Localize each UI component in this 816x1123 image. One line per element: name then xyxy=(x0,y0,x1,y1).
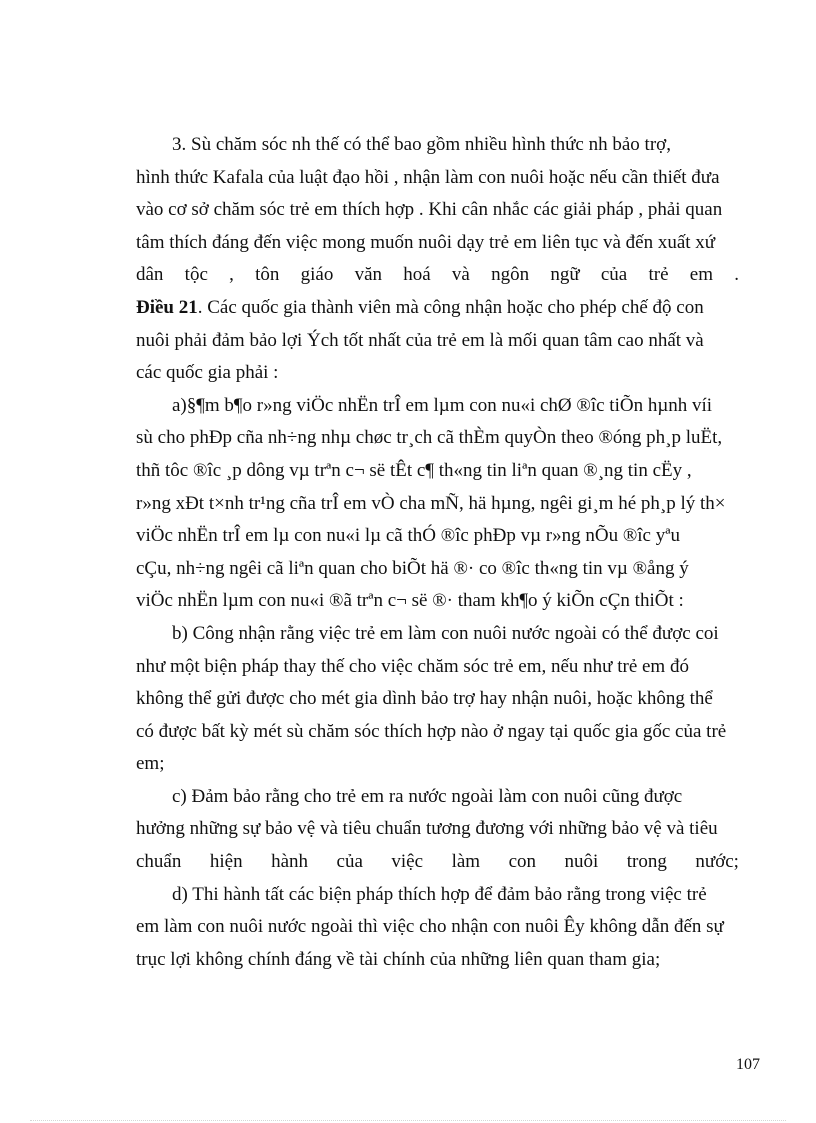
text-line: nuôi phải đảm bảo lợi Ých tốt nhất của trẻ em là mối quan tâm cao nhất và xyxy=(136,329,704,351)
word: của xyxy=(336,851,363,873)
word: tộc xyxy=(184,264,208,286)
word: làm xyxy=(451,851,481,873)
paragraph-care-forms xyxy=(136,129,739,292)
page-bottom-divider xyxy=(30,1120,786,1121)
text-line: hưởng những sự bảo vệ và tiêu chuẩn tương đương với những bảo vệ và tiêu xyxy=(136,818,718,840)
text-line: viÖc nhËn trÎ em lµ con nu«i lµ cã thÓ ®îc phÐp vµ r»ng nÕu ®îc yªu xyxy=(136,525,680,547)
word: em xyxy=(689,264,713,286)
text-line: sù cho phÐp cña nh÷ng nhµ chøc tr¸ch cã thÈm quyÒn theo ®óng ph¸p luËt, xyxy=(136,427,723,449)
text-line: như một biện pháp thay thế cho việc chăm sóc trẻ em, nếu như trẻ em đó xyxy=(136,655,689,677)
text-line: a)§¶m b¶o r»ng viÖc nhËn trÎ em lµm con nu«i chØ ®îc tiÕn hµnh víi xyxy=(172,394,713,416)
text-line: vào cơ sở chăm sóc trẻ em thích hợp . Khi cân nhắc các giải pháp , phải quan xyxy=(136,199,723,221)
clause-a xyxy=(136,390,739,618)
word: nuôi xyxy=(564,851,599,873)
word: việc xyxy=(391,851,424,873)
word: giáo xyxy=(300,264,334,286)
text-line: thñ tôc ®îc ¸p dông vµ trªn c¬ së tÊt c¶ th«ng tin liªn quan ®¸ng tin cËy , xyxy=(136,459,692,481)
article-21 xyxy=(136,292,739,390)
word: chuẩn xyxy=(136,851,182,873)
word: hành xyxy=(271,851,309,873)
article-first-line xyxy=(136,292,739,325)
clause-b xyxy=(136,618,739,781)
justified-text-line xyxy=(136,846,739,879)
text-line: trục lợi không chính đáng về tài chính của những liên quan tham gia; xyxy=(136,948,661,970)
text-line: viÖc nhËn lµm con nu«i ®ã trªn c¬ së ®· tham kh¶o ý kiÕn cÇn thiÕt : xyxy=(136,590,684,612)
word: , xyxy=(229,264,234,286)
word: dân xyxy=(136,264,164,286)
word: hiện xyxy=(209,851,243,873)
word: con xyxy=(508,851,536,873)
word: trong xyxy=(626,851,667,873)
text-line: d) Thi hành tất các biện pháp thích hợp để đảm bảo rằng trong việc trẻ xyxy=(172,883,707,905)
word: tôn xyxy=(255,264,280,286)
text-line: b) Công nhận rằng việc trẻ em làm con nuôi nước ngoài có thể được coi xyxy=(172,622,719,644)
text-line: 3. Sù chăm sóc nh thế có thể bao gồm nhiều hình thức nh bảo trợ, xyxy=(172,134,671,155)
word: văn xyxy=(354,264,383,286)
text-line: cÇu, nh÷ng ngêi cã liªn quan cho biÕt hä ®· co ®îc th«ng tin vµ ®ång ý xyxy=(136,557,689,579)
text-line: không thể gửi được cho mét gia dình bảo trợ hay nhận nuôi, hoặc không thể xyxy=(136,688,713,710)
text-line: các quốc gia phải : xyxy=(136,362,279,384)
text-line: c) Đảm bảo rằng cho trẻ em ra nước ngoài làm con nuôi cũng được xyxy=(172,785,683,807)
document-body xyxy=(136,129,739,976)
text-line: r»ng xÐt t×nh tr¹ng cña trÎ em vÒ cha mÑ, hä hµng, ngêi gi¸m hé ph¸p lý th× xyxy=(136,492,726,514)
page-number: 107 xyxy=(736,1056,760,1073)
text-line: có được bất kỳ mét sù chăm sóc thích hợp nào ở ngay tại quốc gia gốc của trẻ xyxy=(136,720,727,742)
article-heading: Điều 21 xyxy=(136,296,198,318)
word: ngôn xyxy=(491,264,530,286)
word: . xyxy=(734,264,739,286)
word: trẻ xyxy=(648,264,669,286)
clause-d xyxy=(136,879,739,977)
text-line: em làm con nuôi nước ngoài thì việc cho nhận con nuôi Êy không dẫn đến sự xyxy=(136,916,724,938)
word: hoá xyxy=(403,264,431,286)
word: ngữ xyxy=(550,264,580,286)
word: của xyxy=(600,264,628,286)
text-line: em; xyxy=(136,753,165,775)
word: nước; xyxy=(695,851,739,873)
text-line: hình thức Kafala của luật đạo hồi , nhận làm con nuôi hoặc nếu cần thiết đưa xyxy=(136,166,720,188)
article-intro-text: . Các quốc gia thành viên mà công nhận hoặc cho phép chế độ con xyxy=(197,296,704,318)
text-line: tâm thích đáng đến việc mong muốn nuôi dạy trẻ em liên tục và đến xuất xứ xyxy=(136,231,716,253)
word: và xyxy=(451,264,470,286)
justified-text-line xyxy=(136,259,739,292)
clause-c xyxy=(136,781,739,879)
